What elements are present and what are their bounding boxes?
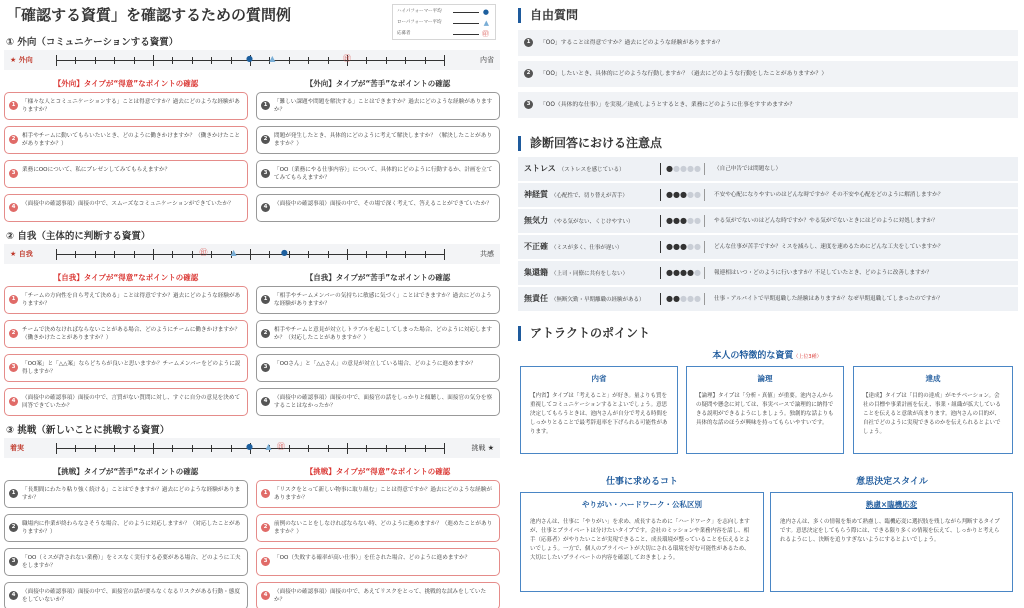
- diagnosis-label: 神経質: [524, 190, 548, 199]
- scale-tick: [211, 251, 212, 258]
- scale-tick: [75, 445, 76, 452]
- scale-tick: [425, 251, 426, 258]
- diagnosis-row: [518, 287, 1018, 311]
- trait-card: 内省 【内省】タイプは「考えること」が好き。量よりも質を重視してコミュニケーションするとよいでしょう。意思決定してもらうときは、池内さんが自分で考える時間をしっかりとることで最考辞退率を下げられる可能性があります。: [520, 366, 678, 454]
- question-card: 3 「OO（ミスが許されない業務）」をミスなく実行する必要がある場合、どのように工夫をしますか？: [4, 548, 248, 576]
- question-card: 1 「チームの方向性を自ら考えて決める」ことは得意ですか？過去にどのような経験がありますか？: [4, 286, 248, 314]
- column-title: 【外向】タイプが“得意”なポイントの確認: [53, 79, 199, 88]
- low-performer-marker: ▲: [265, 442, 272, 451]
- scale-tick: [95, 251, 96, 258]
- scale-tick: [289, 57, 290, 64]
- diagnosis-level: [666, 235, 702, 259]
- scale-tick: [172, 251, 173, 258]
- scale-tick: [153, 443, 154, 454]
- level-dot: ●: [672, 242, 680, 251]
- diagnosis-row: [518, 261, 1018, 285]
- level-dot: ●: [666, 242, 673, 251]
- question-card: 1 「リスクをとって新しい物事に取り組む」ことは得意ですか？過去にどのような経験がありますか？: [256, 480, 500, 508]
- question-card: 2 チームで決めなければならないことがある場合、どのようにチームに働きかけますか？（働きかけたことがありますか？）: [4, 320, 248, 348]
- legend-item-high: ハイパフォーマー平均 ●: [397, 8, 489, 16]
- scale-tick: [192, 57, 193, 64]
- free-questions-heading: 自由質問: [518, 8, 578, 23]
- level-dot: ●: [672, 294, 680, 303]
- high-performer-marker: ●: [280, 248, 288, 257]
- scale-tick: [425, 57, 426, 64]
- scale-tick: [289, 251, 290, 258]
- trait-scale: [4, 50, 500, 70]
- diagnosis-question: 不安や心配になりやすいのはどんな時ですか？その不安や心配をどのように解消しますか？: [714, 192, 944, 198]
- low-performer-marker: ▲: [230, 248, 237, 257]
- scale-tick: [153, 249, 154, 260]
- scale-tick: [153, 55, 154, 66]
- level-dot: ●: [679, 164, 687, 173]
- scale-tick: [308, 57, 309, 64]
- diagnosis-label: ストレス: [524, 164, 556, 173]
- scale-tick: [347, 443, 348, 454]
- column-title: 【自我】タイプが“得意”なポイントの確認: [53, 273, 199, 282]
- question-card: 3 「OOさん」と「△△さん」の意見が対立している場合、どのように進めますか？: [256, 354, 500, 382]
- high-performer-marker: ●: [246, 442, 253, 451]
- question-card: 1 「様々な人とコミュニケーションする」ことは得意ですか？過去にどのような経験がありますか？: [4, 92, 248, 120]
- applicant-marker: ㊞: [343, 54, 351, 63]
- scale-left-label: ★ 自我: [10, 250, 33, 258]
- level-dot: ●: [693, 216, 701, 225]
- level-dot: ●: [693, 190, 701, 199]
- applicant-marker: ㊞: [277, 442, 286, 451]
- level-dot: ●: [693, 268, 701, 277]
- question-card: 3 「OO（失敗する確率が高い仕事）」を任された場合、どのように進めますか？: [256, 548, 500, 576]
- question-card: 2 問題が発生したとき、具体的にどのように考えて解決しますか？（解決したことがありますか？）: [256, 126, 500, 154]
- left-panel: [0, 0, 508, 608]
- diagnosis-sub: （やる気がない、くじけやすい）: [551, 219, 634, 225]
- scale-tick: [328, 57, 329, 64]
- section-heading: ② 自我（主体的に判断する資質）: [6, 231, 151, 242]
- level-dot: ●: [686, 268, 694, 277]
- scale-tick: [192, 445, 193, 452]
- diagnosis-question: 仕事・アルバイトで早期退職した経験はありますか？なぜ早期退職してしまったのですか？: [714, 296, 943, 302]
- level-dot: ●: [686, 164, 694, 173]
- diagnosis-heading: 診断回答における注意点: [518, 136, 662, 151]
- scale-left-label: 着実: [10, 444, 24, 452]
- diagnosis-question: どんな仕事が苦手ですか？ミスを減らし、速度を速めるためにどんな工夫をしていますか？: [714, 244, 944, 250]
- diagnosis-label: 不正確: [524, 242, 548, 251]
- legend-item-applicant: 応募者 ㊞: [397, 30, 489, 38]
- level-dot: ●: [672, 164, 680, 173]
- level-dot: ●: [693, 164, 701, 173]
- level-dot: ●: [666, 190, 673, 199]
- scale-tick: [405, 57, 406, 64]
- diagnosis-sub: （上司・同僚に共有をしない）: [551, 271, 629, 277]
- scale-tick: [95, 57, 96, 64]
- question-card: 1 「難しい課題や問題を解決する」ことはできますか？過去にどのような経験がありますか？: [256, 92, 500, 120]
- diagnosis-sub: （ミスが多く、仕事が遅い）: [551, 245, 623, 251]
- low-performer-marker: ▲: [269, 54, 276, 63]
- scale-tick: [192, 251, 193, 258]
- scale-tick: [134, 57, 135, 64]
- scale-tick: [75, 57, 76, 64]
- trait-scale: [4, 244, 500, 264]
- scale-tick: [56, 55, 57, 66]
- scale-tick: [405, 251, 406, 258]
- question-card: 3 「OO（業務にやる仕事内容）」について、具体的にどのように行動するか、計画を立ててみてもらえますか？: [256, 160, 500, 188]
- trait-card: 論理 【論理】タイプは「分析・真値」が重要。池内さんからの疑問や懸念に対しては、事実ベースで論理的に納得できる説明ができるようにしましょう。独創的な話よりも具体的な話のほうが興味を持ってもらいやすいです。: [686, 366, 844, 454]
- scale-tick: [425, 445, 426, 452]
- diagnosis-level: [666, 183, 702, 207]
- diagnosis-level: [666, 209, 702, 233]
- column-title: 【挑戦】タイプが“苦手”なポイントの確認: [53, 467, 199, 476]
- traits-heading: 本人の特徴的な資質（上位3種）: [712, 351, 822, 361]
- level-dot: ●: [666, 164, 673, 173]
- scale-right-label: 共感: [480, 250, 494, 258]
- work-card: やりがい・ハードワーク・公私区別 池内さんは、仕事に「やりがい」を求め、成長するために「ハードワーク」を志向しますが、仕事とプライベートは分けたいタイプです。会社のミッションや業務内容を話し、相手（応募者）がやりたいことが実現できること、成長環境が整っていることを伝えるとよいでしょう。一方で、個人のプライベートが大切にされる環境を好む可能性があるため、大切にしたいプライベートの内容を確認しておきましょう。: [520, 492, 764, 592]
- scale-tick: [114, 251, 115, 258]
- diagnosis-label: 無責任: [524, 294, 548, 303]
- work-heading: 仕事に求めるコト: [605, 477, 678, 487]
- question-card: 3 「OO案」と「△△案」ならどちらが良いと思いますか？チームメンバーをどのように説得しますか？: [4, 354, 248, 382]
- applicant-icon: ㊞: [482, 30, 489, 38]
- level-dot: ●: [679, 268, 687, 277]
- scale-left-label: ★ 外向: [10, 56, 33, 64]
- legend: [392, 4, 496, 40]
- level-dot: ●: [666, 216, 673, 225]
- question-card: 4 （面接中の確認事項）面接の中で、面接官の話が要らなくなるリスクがある行動・態度をしていないか？: [4, 582, 248, 608]
- column-title: 【外向】タイプが“苦手”なポイントの確認: [305, 79, 451, 88]
- question-card: 2 前例のないことをしなければならない時、どのように進めますか？（進めたことがありますか？）: [256, 514, 500, 542]
- scale-tick: [308, 445, 309, 452]
- scale-right-label: 内省: [480, 56, 494, 64]
- diagnosis-sub: （心配性で、切り替えが苦手）: [551, 193, 628, 199]
- legend-item-low: ローパフォーマー平均 ▲: [397, 19, 489, 27]
- scale-tick: [75, 251, 76, 258]
- attract-heading: アトラクトのポイント: [518, 326, 650, 341]
- scale-tick: [172, 57, 173, 64]
- trait-scale: [4, 438, 500, 458]
- question-card: 4 （面接中の確認事項）面接の中で、言質がない質問に対し、すぐに自分の意見を決めて回答できていたか？: [4, 388, 248, 416]
- scale-tick: [56, 249, 57, 260]
- diagnosis-row: [518, 209, 1018, 233]
- question-card: 4 （面接中の確認事項）面接の中で、面接官の話をしっかりと傾聴し、面接官の気分を察することはなかったか？: [256, 388, 500, 416]
- scale-tick: [444, 249, 445, 260]
- question-card: 3 業務にOOについて、私にプレゼンしてみてもらえますか？: [4, 160, 248, 188]
- question-card: 1 「長期間にわたり粘り強く続ける」ことはできますか？過去にどのような経験がありますか？: [4, 480, 248, 508]
- scale-tick: [172, 445, 173, 452]
- scale-tick: [134, 445, 135, 452]
- level-dot: ●: [679, 216, 687, 225]
- diagnosis-label: 無気力: [524, 216, 548, 225]
- scale-tick: [328, 445, 329, 452]
- section-heading: ① 外向（コミュニケーションする資質）: [6, 37, 179, 48]
- question-card: 4 （面接中の確認事項）面接の中で、スムーズなコミュニケーションができていたか？: [4, 194, 248, 222]
- question-card: 4 （面接中の確認事項）面接の中で、あえてリスクをとって、挑戦的な試みをしていたか？: [256, 582, 500, 608]
- triangle-icon: ▲: [483, 19, 489, 27]
- scale-tick: [328, 251, 329, 258]
- level-dot: ●: [686, 216, 694, 225]
- level-dot: ●: [672, 190, 680, 199]
- right-panel: [514, 0, 1020, 608]
- diagnosis-level: [666, 287, 702, 311]
- scale-tick: [134, 251, 135, 258]
- scale-tick: [444, 443, 445, 454]
- level-dot: ●: [672, 216, 680, 225]
- scale-tick: [386, 445, 387, 452]
- page-title: 「確認する資質」を確認するための質問例: [6, 6, 292, 24]
- scale-tick: [114, 57, 115, 64]
- diagnosis-row: [518, 235, 1018, 259]
- diagnosis-sub: （無断欠勤・早期離職の経験がある）: [551, 297, 645, 303]
- diagnosis-question: やる気がでないのはどんな時ですか？やる気がでないときにはどのように対処しますか？: [714, 218, 938, 224]
- scale-tick: [308, 251, 309, 258]
- diagnosis-level: [666, 261, 702, 285]
- scale-tick: [95, 445, 96, 452]
- free-question: 1 「OO」することは得意ですか？過去にどのような経験がありますか？: [518, 30, 1018, 56]
- scale-tick: [231, 57, 232, 64]
- scale-tick: [211, 57, 212, 64]
- free-question: 2 「OO」したいとき、具体的にどのような行動しますか？（過去にどのような行動をしたことがありますか？）: [518, 61, 1018, 87]
- question-card: 2 相手やチームに動いてもらいたいとき、どのように働きかけますか？（働きかけたことがありますか？）: [4, 126, 248, 154]
- scale-tick: [56, 443, 57, 454]
- level-dot: ●: [679, 242, 687, 251]
- scale-tick: [114, 445, 115, 452]
- section-heading: ③ 挑戦（新しいことに挑戦する資質）: [6, 425, 170, 436]
- level-dot: ●: [679, 190, 687, 199]
- scale-tick: [366, 251, 367, 258]
- level-dot: ●: [679, 294, 687, 303]
- scale-tick: [444, 55, 445, 66]
- question-card: 1 「相手やチームメンバーの気持ちに敏感に気づく」ことはできますか？過去にどのような経験がありますか？: [256, 286, 500, 314]
- level-dot: ●: [672, 268, 680, 277]
- high-performer-marker: ●: [246, 54, 253, 63]
- level-dot: ●: [693, 294, 701, 303]
- decision-card: 熟慮×臨機応変 池内さんは、多くの情報を集めて熟慮し、臨機応変に選択肢を残しながら判断するタイプです。意思決定をしてもらう際には、できる限り多くの情報を伝えて、しっかりと考えられるようにし、決断を追りすぎないようにするとよいでしょう。: [770, 492, 1013, 592]
- scale-tick: [250, 249, 251, 260]
- question-card: 4 （面接中の確認事項）面接の中で、その場で深く考えて、答えることができていたか？: [256, 194, 500, 222]
- scale-tick: [386, 251, 387, 258]
- level-dot: ●: [666, 268, 673, 277]
- applicant-marker: ㊞: [199, 248, 208, 257]
- diagnosis-sub: （ストレスを感じている）: [558, 167, 625, 173]
- scale-tick: [386, 57, 387, 64]
- scale-tick: [366, 57, 367, 64]
- circle-icon: ●: [482, 8, 489, 16]
- diagnosis-question: 報連相はいつ・どのように行いますか？不足していたとき、どのように改善しますか？: [714, 270, 932, 276]
- diagnosis-row: [518, 157, 1018, 181]
- scale-tick: [231, 445, 232, 452]
- scale-tick: [269, 251, 270, 258]
- scale-tick: [211, 445, 212, 452]
- diagnosis-label: 集還籍: [524, 268, 548, 277]
- column-title: 【挑戦】タイプが“得意”なポイントの確認: [305, 467, 451, 476]
- diagnosis-question: （自己申告では問題なし）: [714, 166, 782, 172]
- level-dot: ●: [686, 190, 694, 199]
- diagnosis-row: [518, 183, 1018, 207]
- trait-card: 達成 【達成】タイプは「目的の達成」がモチベーション。会社の目標や事業計画を伝え、事業・組織が拡大していることを伝えると意欲が高まります。池内さんの目的が、自社でどのように実現できるのかを伝えられるとよいでしょう。: [853, 366, 1013, 454]
- scale-tick: [347, 249, 348, 260]
- scale-tick: [289, 445, 290, 452]
- level-dot: ●: [666, 294, 673, 303]
- question-card: 2 職場内に作業が終わらなさそうな場合、どのように対応しますか？（対応したことがありますか？）: [4, 514, 248, 542]
- level-dot: ●: [693, 242, 701, 251]
- free-question: 3 「OO（具体的な仕事）」を実現／達成しようとするとき、業務にどのように仕事をすすめますか？: [518, 92, 1018, 118]
- scale-tick: [405, 445, 406, 452]
- level-dot: ●: [686, 242, 694, 251]
- diagnosis-level: [666, 157, 702, 181]
- question-card: 2 相手やチームと意見が対立しトラブルを起こしてしまった場合、どのように対応しますか？（対応したことがありますか？）: [256, 320, 500, 348]
- column-title: 【自我】タイプが“苦手”なポイントの確認: [305, 273, 451, 282]
- level-dot: ●: [686, 294, 694, 303]
- scale-right-label: 挑戦 ★: [471, 444, 494, 452]
- decision-heading: 意思決定スタイル: [856, 477, 928, 487]
- scale-tick: [366, 445, 367, 452]
